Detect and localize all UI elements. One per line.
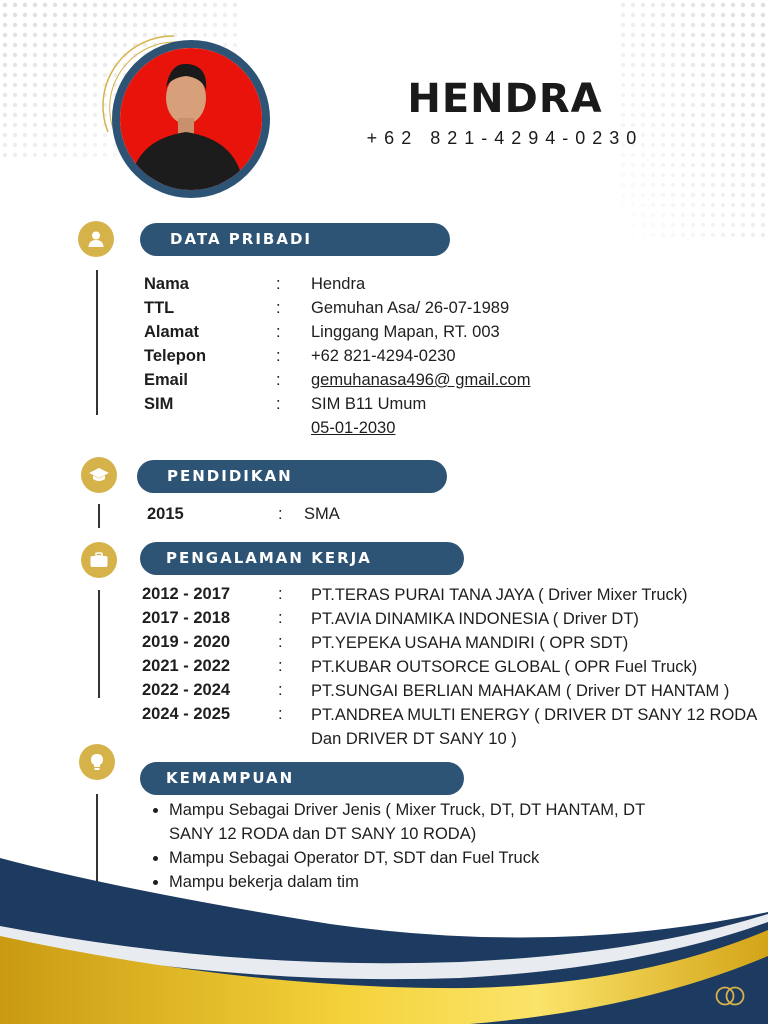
education-year: 2015 bbox=[147, 505, 184, 523]
lightbulb-icon bbox=[79, 744, 115, 780]
experience-row bbox=[142, 582, 688, 606]
experience-years: 2017 - 2018 bbox=[142, 609, 231, 627]
label-nama: Nama bbox=[144, 275, 189, 293]
briefcase-icon bbox=[81, 542, 117, 578]
experience-job: PT.AVIA DINAMIKA INDONESIA ( Driver DT) bbox=[311, 610, 639, 628]
timeline-line bbox=[96, 270, 98, 415]
value-sim: SIM B11 Umum bbox=[311, 395, 427, 413]
value-ttl: Gemuhan Asa/ 26-07-1989 bbox=[311, 299, 510, 317]
row-sim-expiry bbox=[144, 416, 396, 440]
experience-row bbox=[142, 630, 629, 654]
experience-row bbox=[142, 606, 639, 630]
label-alamat: Alamat bbox=[144, 323, 200, 341]
experience-job: PT.TERAS PURAI TANA JAYA ( Driver Mixer Truck) bbox=[311, 586, 688, 604]
section-header-pendidikan: PENDIDIKAN bbox=[137, 460, 447, 493]
label-email: Email bbox=[144, 371, 189, 389]
value-sim-expiry: 05-01-2030 bbox=[311, 419, 396, 437]
experience-years: 2019 - 2020 bbox=[142, 633, 231, 651]
colon: : bbox=[278, 657, 283, 675]
experience-years: 2022 - 2024 bbox=[142, 681, 231, 699]
education-row bbox=[147, 502, 340, 526]
row-sim bbox=[144, 392, 427, 416]
colon: : bbox=[276, 347, 281, 365]
row-ttl bbox=[144, 296, 510, 320]
section-header-kemampuan: KEMAMPUAN bbox=[140, 762, 464, 795]
colon: : bbox=[278, 609, 283, 627]
email-link[interactable]: gemuhanasa496@ gmail.com bbox=[311, 371, 531, 389]
section-header-data-pribadi: DATA PRIBADI bbox=[140, 223, 450, 256]
row-alamat bbox=[144, 320, 500, 344]
section-header-pengalaman-kerja: PENGALAMAN KERJA bbox=[140, 542, 464, 575]
experience-years: 2012 - 2017 bbox=[142, 585, 231, 603]
row-nama bbox=[144, 272, 366, 296]
timeline-line bbox=[98, 504, 100, 528]
bottom-wave-decoration bbox=[0, 840, 768, 1024]
experience-years: 2021 - 2022 bbox=[142, 657, 231, 675]
row-email bbox=[144, 368, 531, 392]
label-telepon: Telepon bbox=[144, 347, 207, 365]
experience-job: PT.ANDREA MULTI ENERGY ( DRIVER DT SANY 12 RODA bbox=[311, 706, 758, 724]
education-school: SMA bbox=[304, 505, 340, 523]
experience-row-continued bbox=[142, 726, 517, 750]
value-nama: Hendra bbox=[311, 275, 366, 293]
colon: : bbox=[276, 323, 281, 341]
colon: : bbox=[278, 705, 283, 723]
personal-info-list bbox=[144, 272, 531, 440]
experience-job-continued: Dan DRIVER DT SANY 10 ) bbox=[311, 730, 517, 748]
experience-job: PT.KUBAR OUTSORCE GLOBAL ( OPR Fuel Truck) bbox=[311, 658, 698, 676]
experience-job: PT.YEPEKA USAHA MANDIRI ( OPR SDT) bbox=[311, 634, 629, 652]
experience-years: 2024 - 2025 bbox=[142, 705, 231, 723]
value-alamat: Linggang Mapan, RT. 003 bbox=[311, 323, 500, 341]
label-ttl: TTL bbox=[144, 299, 175, 317]
skill-item: • Mampu bekerja dalam tim bbox=[169, 870, 645, 894]
colon: : bbox=[278, 505, 283, 523]
header-phone: +62 821-4294-0230 bbox=[366, 128, 644, 148]
experience-list bbox=[142, 582, 758, 750]
colon: : bbox=[278, 633, 283, 651]
label-sim: SIM bbox=[144, 395, 174, 413]
experience-row bbox=[142, 702, 758, 726]
experience-job: PT.SUNGAI BERLIAN MAHAKAM ( Driver DT HANTAM ) bbox=[311, 682, 730, 700]
candidate-name: HENDRA bbox=[407, 76, 603, 122]
user-icon bbox=[78, 221, 114, 257]
timeline-line bbox=[98, 590, 100, 698]
colon: : bbox=[278, 681, 283, 699]
colon: : bbox=[276, 275, 281, 293]
skill-item: • Mampu Sebagai Operator DT, SDT dan Fuel Truck bbox=[169, 846, 645, 870]
colon: : bbox=[278, 585, 283, 603]
skill-item: • Mampu Sebagai Driver Jenis ( Mixer Truck, DT, DT HANTAM, DT SANY 12 RODA dan DT SANY 10 RODA) bbox=[169, 798, 645, 846]
colon: : bbox=[276, 395, 281, 413]
experience-row bbox=[142, 654, 698, 678]
graduation-cap-icon bbox=[81, 457, 117, 493]
experience-row bbox=[142, 678, 730, 702]
row-telepon bbox=[144, 344, 456, 368]
rings-logo-icon bbox=[713, 985, 747, 1007]
colon: : bbox=[276, 299, 281, 317]
value-telepon: +62 821-4294-0230 bbox=[311, 347, 456, 365]
colon: : bbox=[276, 371, 281, 389]
